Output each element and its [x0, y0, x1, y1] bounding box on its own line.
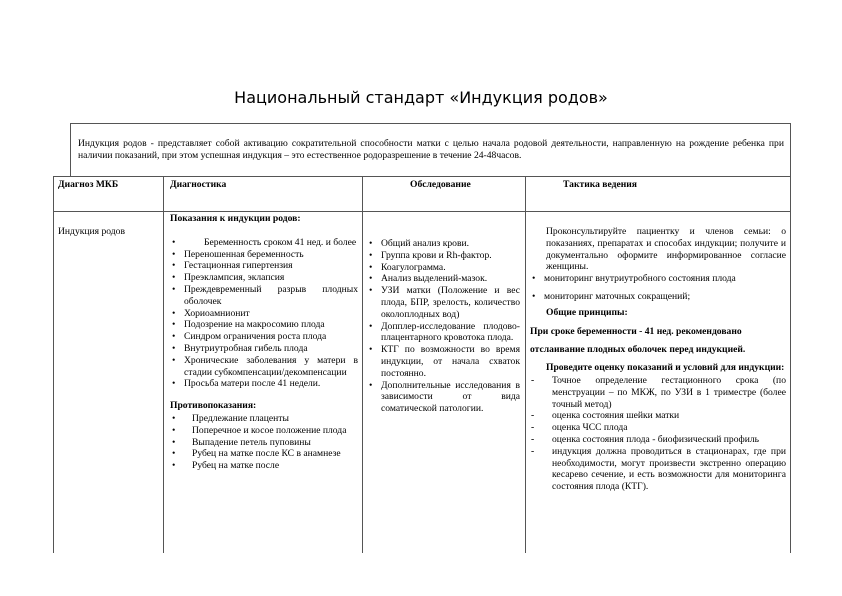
table-border-left — [53, 176, 54, 553]
assess-list — [530, 375, 786, 493]
diagnostics-column — [170, 213, 358, 472]
list-item: - Точное определение гестационного срока (по менструации – по МКЖ, по УЗИ в 1 триместре (более точный метод) — [530, 375, 786, 410]
table-border-left-upper — [70, 123, 71, 177]
col-divider-2 — [362, 176, 363, 553]
examination-list — [367, 238, 520, 415]
table-border-right — [790, 123, 791, 553]
list-item: • Преэклампсия, эклапсия — [170, 272, 358, 284]
list-item: • мониторинг маточных сокращений; — [530, 291, 786, 303]
list-item: • Поперечное и косое положение плода — [170, 425, 358, 437]
list-item: • Общий анализ крови. — [367, 238, 520, 250]
list-item: • Хронические заболевания у матери в стадии субкомпенсации/декомпенсации — [170, 355, 358, 379]
list-item: • Выпадение петель пуповины — [170, 437, 358, 449]
contra-title: Противопоказания: — [170, 400, 257, 412]
header-management: Тактика ведения — [563, 179, 637, 190]
intro-text: Индукция родов - представляет собой активацию сократительной способности матки с целью начала родовой деятельности, направленную на рождение ребенка при наличии показаний, при этом успешная индукция – это естественное родоразрешение в течение 24-48часов. — [78, 138, 784, 161]
list-item: • Предлежание плаценты — [170, 413, 358, 425]
monitoring-list — [530, 273, 786, 303]
list-item: • Коагулограмма. — [367, 262, 520, 274]
indications-list — [170, 237, 358, 390]
principle-2: отслаивание плодных оболочек перед индукцией. — [530, 344, 746, 356]
consult-text: Проконсультируйте пациентку и членов семьи: о показаниях, препаратах и способах индукции; получите и документально оформите информированное согласие женщины. — [546, 226, 786, 273]
list-item: • Рубец на матке после — [170, 460, 358, 472]
list-item: - индукция должна проводиться в стационарах, где при необходимости, могут произвести экстренно операцию кесарево сечение, и есть возможности для мониторинга состояния плода (КТГ). — [530, 446, 786, 493]
list-item: • Дополнительные исследования в зависимости от вида соматической патологии. — [367, 380, 520, 415]
page-title: Национальный стандарт «Индукция родов» — [234, 88, 608, 107]
management-column — [530, 226, 786, 493]
col-divider-3 — [525, 176, 526, 553]
assess-title: Проведите оценку показаний и условий для индукции: — [546, 362, 785, 374]
indications-title: Показания к индукции родов: — [170, 213, 301, 224]
list-item: • Рубец на матке после КС в анамнезе — [170, 448, 358, 460]
principle-1: При сроке беременности - 41 нед. рекомендовано — [530, 325, 742, 337]
list-item: • КТГ по возможности во время индукции, от начала схваток постоянно. — [367, 344, 520, 379]
list-item: • Хориоамнионит — [170, 308, 358, 320]
list-item: • Преждевременный разрыв плодных оболочек — [170, 284, 358, 308]
examination-column — [367, 238, 520, 415]
list-item: • Подозрение на макросомию плода — [170, 319, 358, 331]
header-diagnostics: Диагностика — [170, 179, 227, 190]
list-item: • Группа крови и Rh-фактор. — [367, 250, 520, 262]
header-examination: Обследование — [410, 179, 471, 190]
list-item: • Синдром ограничения роста плода — [170, 331, 358, 343]
list-item: • Внутриутробная гибель плода — [170, 343, 358, 355]
list-item: • Допплер-исследование плодово-плацентарного кровотока плода. — [367, 321, 520, 345]
list-item: - оценка ЧСС плода — [530, 422, 786, 434]
list-item: • Переношенная беременность — [170, 249, 358, 261]
list-item: • Беременность сроком 41 нед. и более — [170, 237, 358, 249]
list-item: • УЗИ матки (Положение и вес плода, БПР, зрелость, количество околоплодных вод) — [367, 285, 520, 320]
list-item: • Просьба матери после 41 недели. — [170, 378, 358, 390]
table-border-top — [70, 123, 791, 124]
principles-title: Общие принципы: — [546, 306, 628, 318]
contra-list — [170, 413, 358, 472]
list-item: • мониторинг внутриутробного состояния плода — [530, 273, 786, 285]
list-item: • Гестационная гипертензия — [170, 260, 358, 272]
list-item: - оценка состояния шейки матки — [530, 410, 786, 422]
header-diagnosis: Диагноз МКБ — [58, 179, 119, 190]
list-item: - оценка состояния плода - биофизический профиль — [530, 434, 786, 446]
diagnosis-label: Индукция родов — [58, 226, 126, 237]
col-divider-1 — [163, 176, 164, 553]
list-item: • Анализ выделений-мазок. — [367, 273, 520, 285]
